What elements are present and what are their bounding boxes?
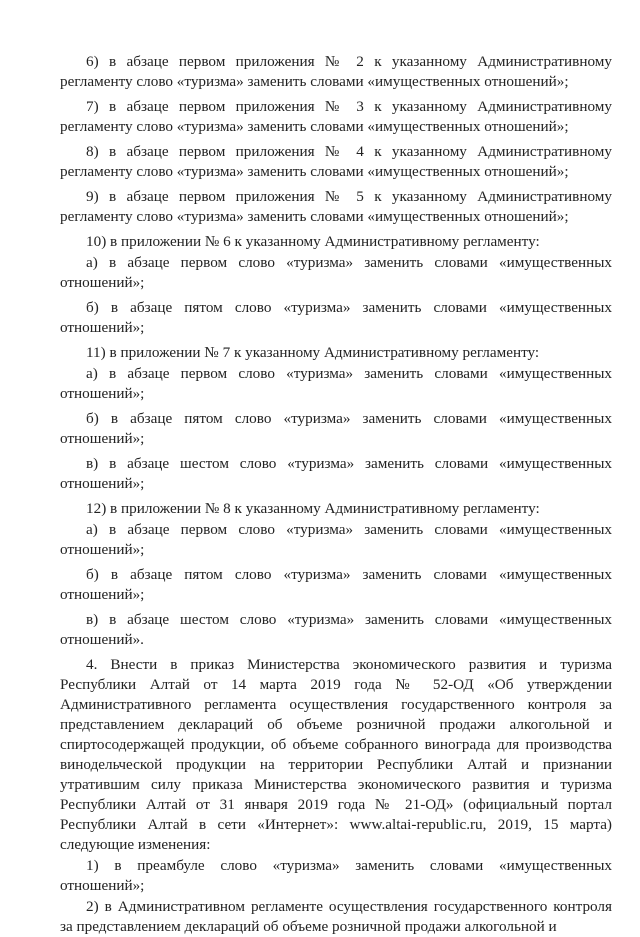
paragraph-section-4-item-1: 1) в преамбуле слово «туризма» заменить словами «имущественных отношений»;: [60, 857, 612, 894]
paragraph-item-12c: в) в абзаце шестом слово «туризма» заменить словами «имущественных отношений».: [60, 611, 612, 648]
paragraph-item-7: 7) в абзаце первом приложения № 3 к указанному Административному регламенту слово «туризма» заменить словами «имущественных отношений»;: [60, 98, 612, 135]
paragraph-item-12b: б) в абзаце пятом слово «туризма» заменить словами «имущественных отношений»;: [60, 566, 612, 603]
paragraph-item-6: 6) в абзаце первом приложения № 2 к указанному Административному регламенту слово «туризма» заменить словами «имущественных отношений»;: [60, 53, 612, 90]
paragraph-section-4-item-2: 2) в Административном регламенте осуществления государственного контроля за представлением деклараций об объеме розничной продажи алкогольной и: [60, 898, 612, 935]
paragraph-item-8: 8) в абзаце первом приложения № 4 к указанному Административному регламенту слово «туризма» заменить словами «имущественных отношений»;: [60, 143, 612, 180]
paragraph-item-11c: в) в абзаце шестом слово «туризма» заменить словами «имущественных отношений»;: [60, 455, 612, 492]
paragraph-item-12a: а) в абзаце первом слово «туризма» заменить словами «имущественных отношений»;: [60, 521, 612, 558]
paragraph-item-11a: а) в абзаце первом слово «туризма» заменить словами «имущественных отношений»;: [60, 365, 612, 402]
paragraph-section-4: 4. Внести в приказ Министерства экономического развития и туризма Республики Алтай от 14 марта 2019 года № 52-ОД «Об утверждении Административного регламента осуществления государственного контроля за представлением деклараций об объеме розничной продажи алкогольной и спиртосодержащей продукции, об объеме собранного винограда для производства винодельческой продукции на территории Республики Алтай и признании утратившим силу приказа Министерства экономического развития и туризма Республики Алтай от 31 января 2019 года № 21-ОД» (официальный портал Республики Алтай в сети «Интернет»: www.altai-republic.ru, 2019, 15 марта) следующие изменения:: [60, 656, 612, 853]
paragraph-item-11b: б) в абзаце пятом слово «туризма» заменить словами «имущественных отношений»;: [60, 410, 612, 447]
paragraph-item-10a: а) в абзаце первом слово «туризма» заменить словами «имущественных отношений»;: [60, 254, 612, 291]
paragraph-item-10b: б) в абзаце пятом слово «туризма» заменить словами «имущественных отношений»;: [60, 299, 612, 336]
paragraph-item-9: 9) в абзаце первом приложения № 5 к указанному Административному регламенту слово «туризма» заменить словами «имущественных отношений»;: [60, 188, 612, 225]
paragraph-item-12: 12) в приложении № 8 к указанному Административному регламенту:: [86, 500, 540, 517]
paragraph-item-11: 11) в приложении № 7 к указанному Административному регламенту:: [86, 344, 540, 361]
paragraph-item-10: 10) в приложении № 6 к указанному Административному регламенту:: [86, 233, 540, 250]
